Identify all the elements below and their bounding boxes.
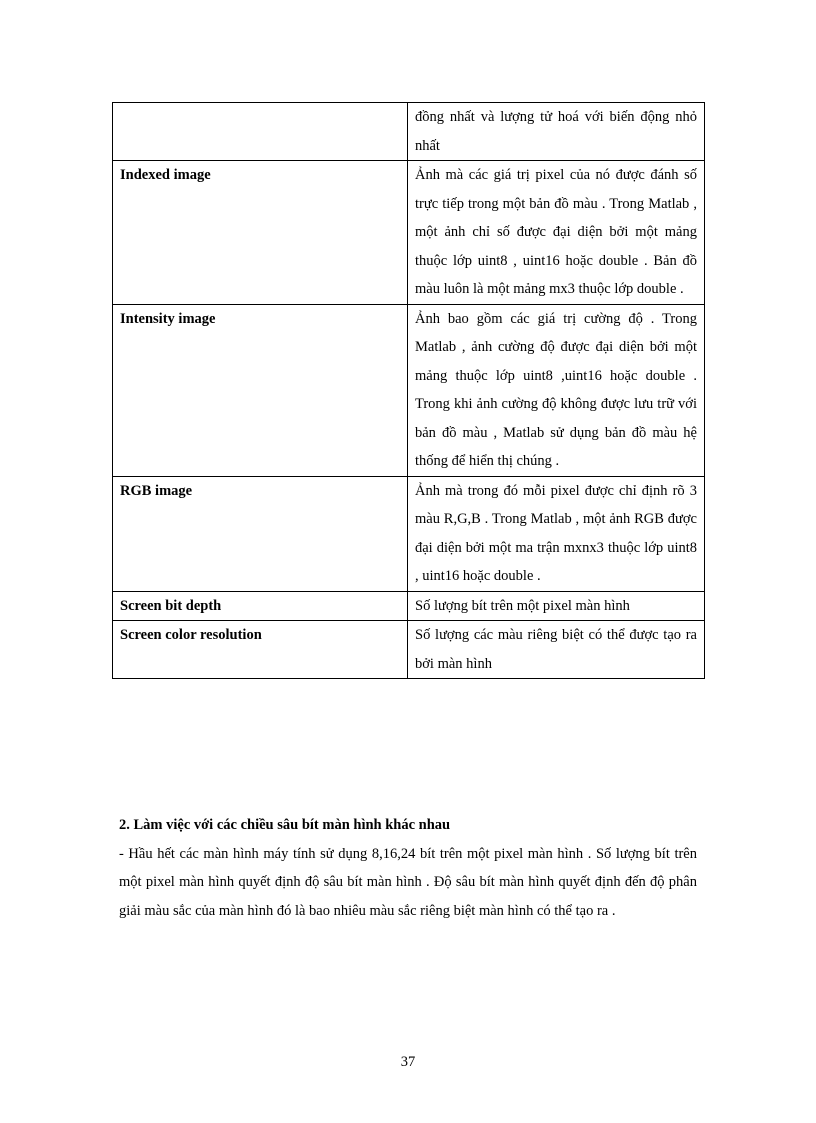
definition-cell: Số lượng các màu riêng biệt có thể được tạo ra bởi màn hình bbox=[408, 621, 705, 679]
table-row bbox=[113, 591, 705, 621]
term-cell: Screen color resolution bbox=[113, 621, 408, 679]
table-row bbox=[113, 476, 705, 591]
table-row bbox=[113, 304, 705, 476]
glossary-table bbox=[112, 102, 705, 679]
term-cell: Intensity image bbox=[113, 304, 408, 476]
table-row bbox=[113, 161, 705, 305]
section-bit-depth bbox=[119, 811, 697, 925]
definition-cell: Ảnh bao gồm các giá trị cường độ . Trong Matlab , ảnh cường độ được đại diện bởi một mảng thuộc lớp uint8 ,uint16 hoặc double . Trong khi ảnh cường độ không được lưu trữ với bản đồ màu , Matlab sử dụng bản đồ màu hệ thống để hiển thị chúng . bbox=[408, 304, 705, 476]
definition-cell: Số lượng bít trên một pixel màn hình bbox=[408, 591, 705, 621]
table-row bbox=[113, 103, 705, 161]
table-row bbox=[113, 621, 705, 679]
section-paragraph: - Hầu hết các màn hình máy tính sử dụng 8,16,24 bít trên một pixel màn hình . Số lượng bít trên một pixel màn hình quyết định độ sâu bít màn hình . Độ sâu bít màn hình quyết định đến độ phân giải màu sắc của màn hình đó là bao nhiêu màu sắc riêng biệt màn hình có thể tạo ra . bbox=[119, 845, 697, 919]
definition-cell: Ảnh mà các giá trị pixel của nó được đánh số trực tiếp trong một bản đồ màu . Trong Matlab , một ảnh chỉ số được đại diện bởi một mảng thuộc lớp uint8 , uint16 hoặc double . Bản đồ màu luôn là một mảng mx3 thuộc lớp double . bbox=[408, 161, 705, 305]
page-number: 37 bbox=[400, 1054, 416, 1070]
term-cell: Indexed image bbox=[113, 161, 408, 305]
definition-cell: Ảnh mà trong đó mỗi pixel được chỉ định rõ 3 màu R,G,B . Trong Matlab , một ảnh RGB được đại diện bởi một ma trận mxnx3 thuộc lớp uint8 , uint16 hoặc double . bbox=[408, 476, 705, 591]
term-cell: RGB image bbox=[113, 476, 408, 591]
definition-cell: đồng nhất và lượng tử hoá với biến động nhỏ nhất bbox=[408, 103, 705, 161]
section-heading: 2. Làm việc với các chiều sâu bít màn hình khác nhau bbox=[119, 817, 451, 833]
term-cell bbox=[113, 103, 408, 161]
term-cell: Screen bit depth bbox=[113, 591, 408, 621]
